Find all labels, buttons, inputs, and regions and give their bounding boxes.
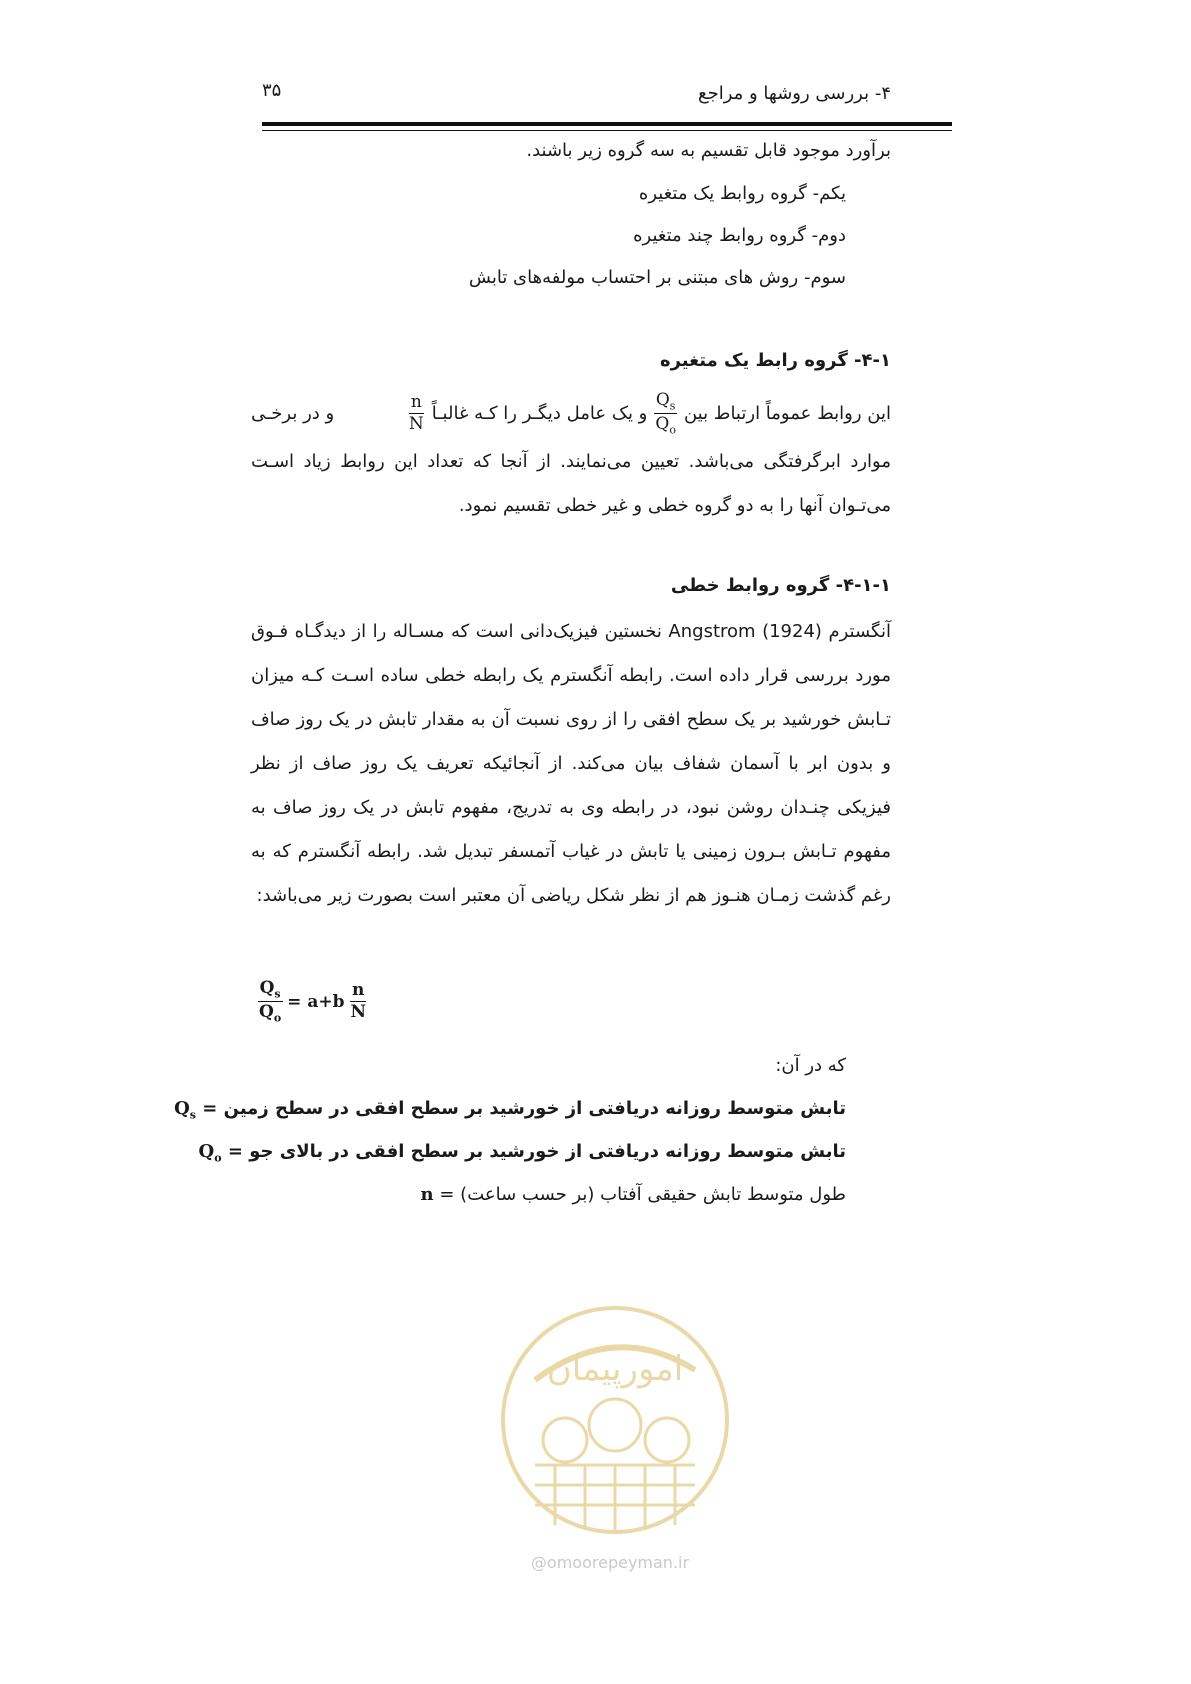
section2-paragraph: آنگسترم (1924) Angstrom نخستین فیزیک‌دانی است که مسـاله را از دیدگـاه فـوق مورد بررسی قرار داده است. رابطه آنگسترم یک رابطه خطی ساده اسـت کـه میزان تـابش خورشید بر یک سطح افقی را از روی نسبت آن به مقدار تابش در یک روز صاف و بدون ابر با آسمان شفاف بیان می‌کند. از آنجائیکه تعریف یک روز صاف از نظر فیزیکی چنـدان روشن نبود، در رابطه وی به تدریج، مفهوم تابش در یک روز صاف به مفهوم تـابش بـرون زمینی یا تابش در غیاب آتمسفر تبدیل شد. رابطه آنگسترم که به رغم گذشت زمـان هنـوز هم از نظر شکل ریاضی آن معتبر است بصورت زیر می‌باشد: [251, 621, 891, 906]
formula-fraction-qs-qo: $\frac{Q_s}{Q_o}$ [259, 978, 282, 1025]
header-rule-thick [262, 122, 952, 126]
definitions-lead: که در آن: [775, 1055, 846, 1076]
formula-equals: = a+b [287, 991, 345, 1012]
section-heading-4-1: ۴-۱- گروه رابط یک متغیره [659, 350, 891, 371]
intro-lead: برآورد موجود قابل تقسیم به سه گروه زیر باشند. [526, 140, 891, 161]
intro-item-2: دوم- گروه روابط چند متغیره [633, 225, 846, 246]
watermark-url: @omoorepeyman.ir [530, 1553, 690, 1572]
section1-first-line [251, 392, 891, 436]
watermark-logo-text: امورپیمان [546, 1349, 684, 1389]
section-heading-4-1-1: ۴-۱-۱- گروه روابط خطی [670, 575, 891, 596]
formula-fraction-n-N: $\frac{n}{N}$ [350, 980, 367, 1023]
watermark-logo [495, 1300, 735, 1540]
intro-item-1: یکم- گروه روابط یک متغیره [638, 183, 846, 204]
definition-qo: $Q_o$ = تابش متوسط روزانه دریافتی از خورشید بر سطح افقی در بالای جو [198, 1141, 846, 1165]
definition-n: n = طول متوسط تابش حقیقی آفتاب (بر حسب ساعت) [420, 1184, 846, 1205]
section1-text-part3: و در برخـی [251, 403, 335, 425]
section1-text-part2: و یک عامل دیگـر را کـه غالبـاً [431, 403, 648, 425]
angstrom-formula [257, 980, 368, 1024]
header-rule-thin [262, 130, 952, 131]
section1-text-part1: این روابط عموماً ارتباط بین [683, 403, 891, 425]
chapter-title: ۴- بررسی روشها و مراجع [698, 83, 891, 104]
section1-paragraph: موارد ابرگرفتگی می‌باشد. تعیین می‌نمایند. از آنجا که تعداد این روابط زیاد اسـت می‌تـوان آنها را به دو گروه خطی و غیر خطی تقسیم نمود. [251, 451, 891, 516]
intro-item-3: سوم- روش های مبتنی بر احتساب مولفه‌های تابش [468, 267, 846, 288]
fraction-qs-qo: $\frac{Q_s}{Q_o}$ [655, 390, 676, 437]
fraction-n-N: $\frac{n}{N}$ [408, 392, 424, 435]
page-number: ۳۵ [262, 80, 282, 101]
definition-qs: $Q_s$ = تابش متوسط روزانه دریافتی از خورشید بر سطح افقی در سطح زمین [174, 1098, 846, 1122]
